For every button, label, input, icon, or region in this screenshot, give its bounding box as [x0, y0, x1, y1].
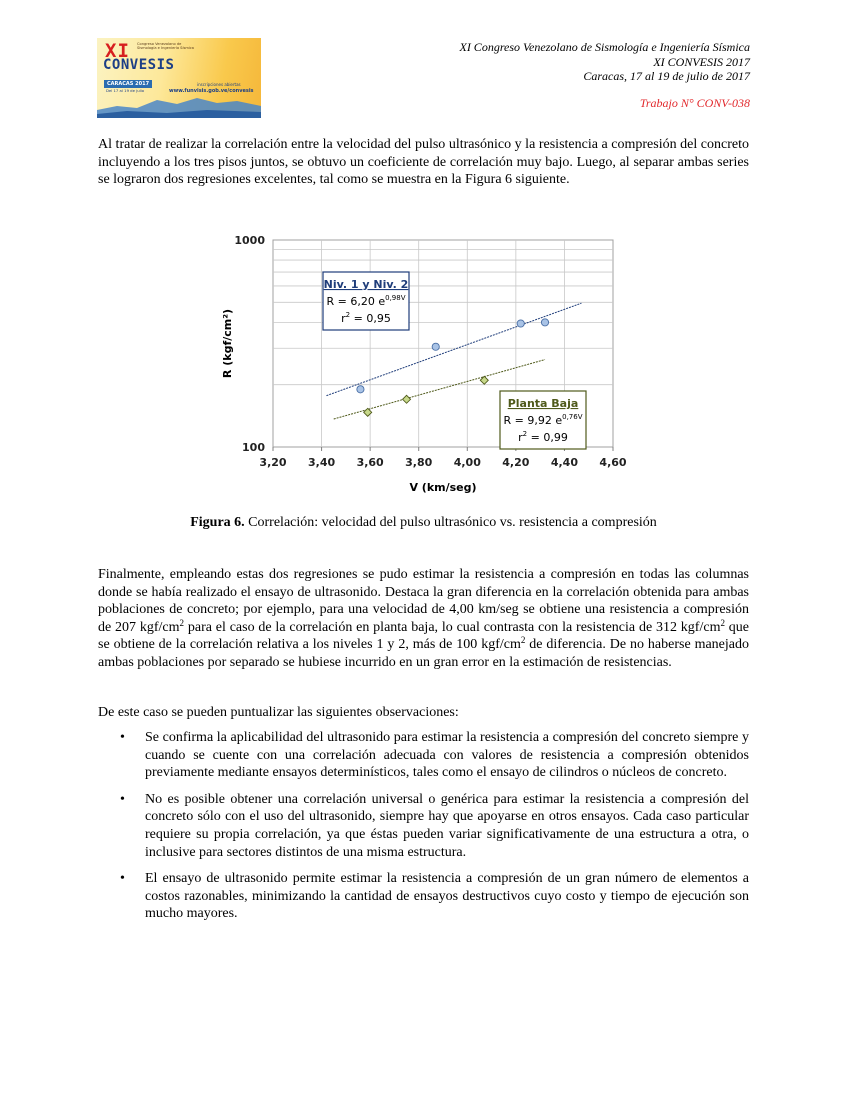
data-point — [517, 320, 524, 327]
paper-id: Trabajo N° CONV-038 — [639, 96, 750, 110]
correlation-chart — [215, 228, 635, 508]
superscript: 2 — [179, 617, 185, 628]
annotation-title: Niv. 1 y Niv. 2 — [323, 278, 409, 291]
annotation-equation: R = 9,92 $e^{0,76V}$ — [503, 413, 583, 427]
list-item — [98, 791, 749, 861]
list-item — [98, 729, 749, 782]
y-axis-title: R (kgf/cm²) — [221, 308, 234, 379]
x-tick-label: 4,00 — [453, 456, 481, 469]
bullet-icon: • — [120, 871, 125, 887]
observations-intro: De este caso se pueden puntualizar las siguientes observaciones: — [98, 705, 459, 720]
results-text-1: Finalmente, empleando estas dos regresiones se pudo estimar la resistencia a compresión en todas las columnas donde se había realizado el ensayo de ultrasonido. Destaca la gran diferencia en la correlación obtenida para ambas poblaciones de concreto; por ejemplo, para una velocidad de 4,00 km/seg se obtiene una resistencia a compresión de 207 kgf/cm — [98, 567, 749, 635]
results-text-2: para el caso de la correlación en planta baja, lo cual contrasta con la resistencia de 312 kgf/cm — [184, 619, 721, 635]
x-tick-label: 3,40 — [308, 456, 336, 469]
mountain-icon — [97, 92, 261, 118]
bullet-icon: • — [120, 791, 125, 807]
logo-registration: inscripciones abiertas — [197, 82, 241, 87]
list-item-text: Se confirma la aplicabilidad del ultrasonido para estimar la resistencia a compresión del concreto siempre y cuando se cuente con una correlación adecuada con valores de resistencia a compresión obtenidos previamente mediante ensayos determinísticos, tales como el ensayo de cilindros o núcleos de concreto. — [145, 730, 749, 781]
x-tick-label: 4,60 — [599, 456, 627, 469]
figure-caption-text: Correlación: velocidad del pulso ultrasónico vs. resistencia a compresión — [244, 515, 657, 530]
results-text-4: de diferencia. De no haberse manejado ambas poblaciones por separado se hubiese incurrido en un gran error en la estimación de resistencias. — [98, 637, 749, 670]
list-item-text: El ensayo de ultrasonido permite estimar la resistencia a compresión de un gran número de elementos a costos razonables, minimizando la cantidad de ensayos destructivos cuyo costo y tiempo de ejecución son mucho mayores. — [145, 871, 749, 922]
logo-dates: Del 17 al 19 de julio — [106, 88, 145, 93]
header-line-2: XI CONVESIS 2017 — [653, 54, 750, 69]
observations-list — [98, 729, 749, 932]
x-tick-label: 3,60 — [356, 456, 384, 469]
conference-logo — [97, 38, 261, 118]
x-tick-label: 4,20 — [502, 456, 530, 469]
data-point — [357, 386, 364, 393]
results-paragraph — [98, 566, 749, 672]
x-axis-title: V (km/seg) — [409, 481, 477, 494]
series-annotation — [500, 391, 586, 449]
logo-city: CARACAS 2017 — [104, 80, 152, 88]
figure-caption-label: Figura 6. — [190, 515, 245, 530]
bullet-icon: • — [120, 730, 125, 745]
y-tick-label: 100 — [242, 441, 265, 454]
superscript: 2 — [520, 635, 526, 646]
x-tick-label: 4,40 — [550, 456, 578, 469]
conference-header — [459, 40, 750, 84]
logo-title: XI — [105, 40, 130, 62]
results-text-3: que se obtiene de la correlación relativa a los niveles 1 y 2, más de 100 kgf/cm — [98, 619, 750, 653]
annotation-title: Planta Baja — [507, 397, 579, 410]
list-item — [98, 870, 749, 923]
series-annotation — [323, 272, 409, 330]
y-tick-label: 1000 — [234, 234, 265, 247]
data-point — [432, 343, 439, 350]
header-line-1: XI Congreso Venezolano de Sismología e Ingeniería Sísmica — [459, 40, 750, 54]
list-item-text: No es posible obtener una correlación universal o genérica para estimar la resistencia a compresión del concreto sólo con el uso del ultrasonido, siempre hay que apoyarse en otros ensayos. Cada caso particular requiere su propia correlación, ya que éstas pueden variar significativamente de una estructura a otra, o inclusive para sectores distintos de una misma estructura. — [145, 791, 749, 860]
logo-name: CONVESIS — [103, 57, 175, 73]
annotation-r2: $r^2 = 0,95$ — [341, 311, 391, 325]
annotation-r2: $r^2 = 0,99$ — [518, 430, 568, 444]
x-tick-label: 3,20 — [259, 456, 287, 469]
superscript: 2 — [720, 617, 725, 628]
x-tick-label: 3,80 — [405, 456, 433, 469]
annotation-equation: R = 6,20 $e^{0,98V}$ — [326, 294, 406, 308]
header-line-3: Caracas, 17 al 19 de julio de 2017 — [583, 69, 750, 83]
data-point — [541, 319, 548, 326]
intro-paragraph: Al tratar de realizar la correlación entre la velocidad del pulso ultrasónico y la resistencia a compresión del concreto incluyendo a los tres pisos juntos, se obtuvo un coeficiente de correlación muy bajo. Luego, al separar ambas series se lograron dos regresiones excelentes, tal como se muestra en la Figura 6 siguiente. — [98, 137, 749, 188]
logo-website: www.funvisis.gob.ve/convesis — [169, 88, 254, 94]
logo-tagline: Congreso Venezolano de Sismología e Ingeniería Sísmica — [137, 42, 194, 50]
figure-caption — [98, 515, 749, 531]
